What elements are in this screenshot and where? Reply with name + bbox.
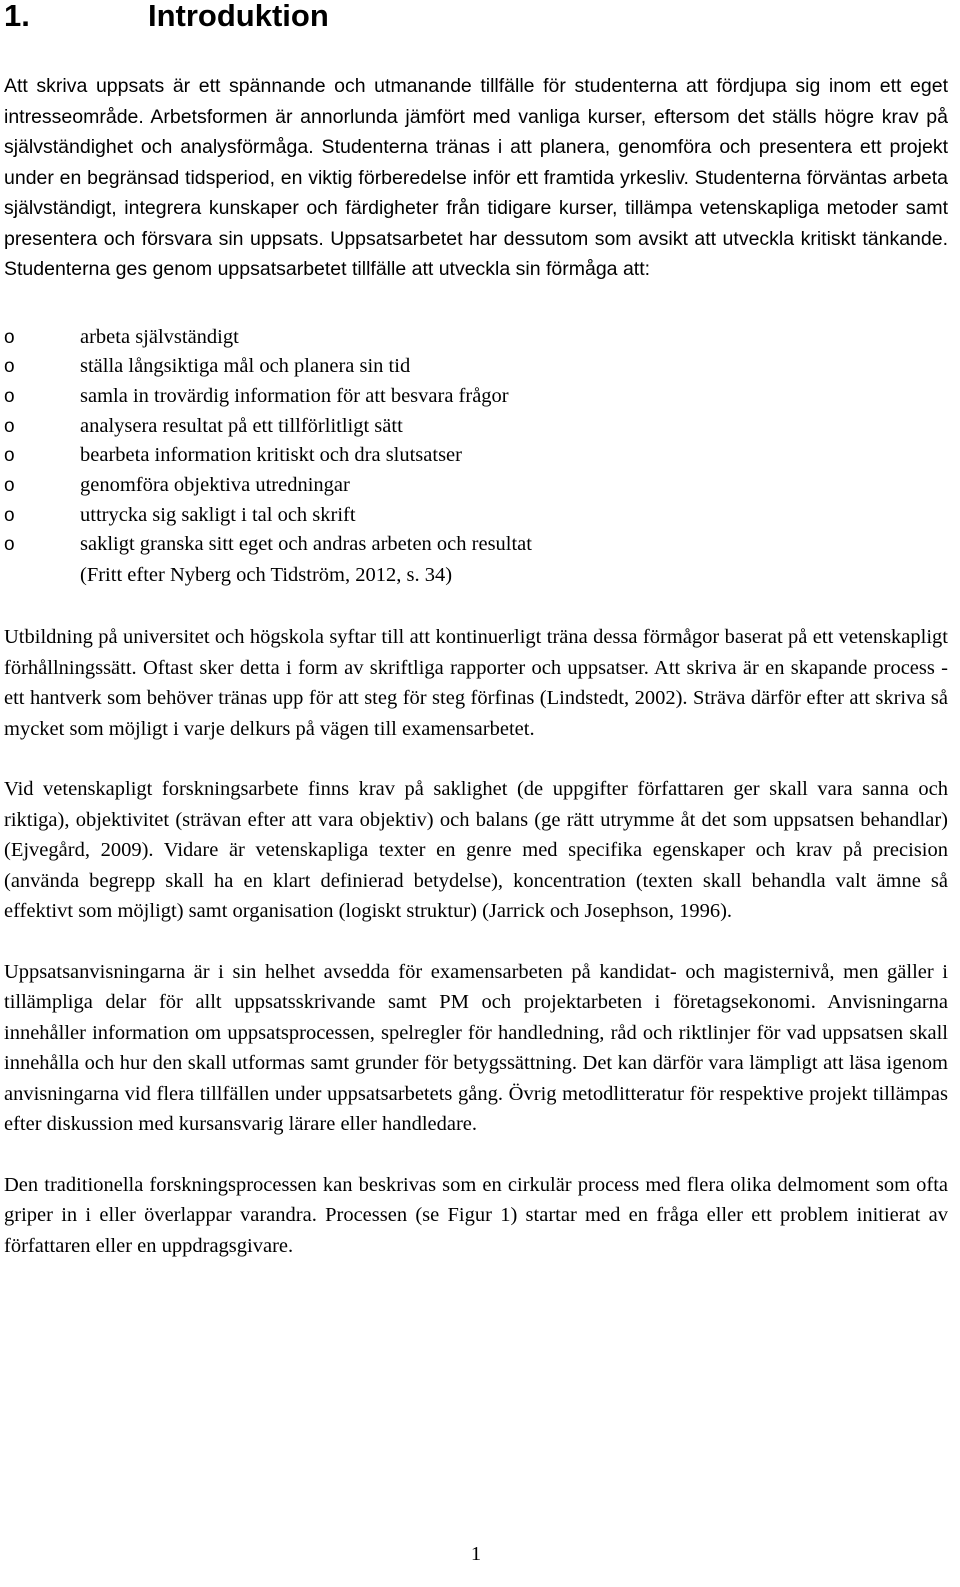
- paragraph-scientific-requirements: Vid vetenskapligt forskningsarbete finns krav på saklighet (de uppgifter författaren ger skall vara sanna och riktiga), objektivitet (strävan efter att vara objektiv) och balans (ge rätt utrymme åt det som uppsatsen behandlar) (Ejvegård, 2009). Vidare är vetenskapliga texter en genre med specifika egenskaper och krav på precision (använda begrepp skall ha en klart definierad betydelse), koncentration (texten skall behandla valt ämne så effektivt som möjligt) samt organisation (logiskt struktur) (Jarrick och Josephson, 1996).: [4, 778, 948, 922]
- bullet-marker: o: [4, 326, 15, 348]
- list-item: o sakligt granska sitt eget och andras arbeten och resultat: [4, 530, 948, 560]
- bullet-marker: o: [4, 415, 15, 437]
- list-citation: (Fritt efter Nyberg och Tidström, 2012, s. 34): [80, 564, 453, 586]
- bullet-marker: o: [4, 504, 15, 526]
- list-item: o samla in trovärdig information för att besvara frågor: [4, 382, 948, 412]
- ability-list: [4, 323, 948, 561]
- paragraph-guidelines: Uppsatsanvisningarna är i sin helhet avsedda för examensarbeten på kandidat- och magisternivå, men gäller i tillämpliga delar för allt uppsatsskrivande samt PM och projektarbeten i företagsekonomi. Anvisningarna innehåller information om uppsatsprocessen, spelregler för handledning, råd och riktlinjer för vad uppsatsen skall innehålla och hur den skall utformas samt grunder för betygssättning. Det kan därför vara lämpligt att läsa igenom anvisningarna vid flera tillfällen under uppsatsarbetets gång. Övrig metodlitteratur för respektive projekt tillämpas efter diskussion med kursansvarig lärare eller handledare.: [4, 960, 948, 1135]
- bullet-marker: o: [4, 385, 15, 407]
- intro-paragraph: Att skriva uppsats är ett spännande och utmanande tillfälle för studenterna att fördjupa sig inom ett eget intresseområde. Arbetsformen är annorlunda jämfört med vanliga kurser, eftersom det ställs högre krav på självständighet och analysförmåga. Studenterna tränas i att planera, genomföra och presentera ett projekt under en begränsad tidsperiod, en viktig förberedelse inför ett framtida yrkesliv. Studenterna förväntas arbeta självständigt, integrera kunskaper och färdigheter från tidigare kurser, tillämpa vetenskapliga metoder samt presentera och försvara sin uppsats. Uppsatsarbetet har dessutom som avsikt att utveckla kritiskt tänkande. Studenterna ges genom uppsatsarbetet tillfälle att utveckla sin förmåga att:: [4, 75, 948, 280]
- bullet-marker: o: [4, 356, 15, 378]
- list-item: o ställa långsiktiga mål och planera sin tid: [4, 352, 948, 382]
- document-page: [4, 0, 948, 1261]
- bullet-marker: o: [4, 445, 15, 467]
- section-number: 1.: [4, 0, 30, 33]
- list-item: o bearbeta information kritiskt och dra slutsatser: [4, 441, 948, 471]
- section-title: Introduktion: [148, 0, 329, 33]
- bullet-marker: o: [4, 534, 15, 556]
- list-item: o uttrycka sig sakligt i tal och skrift: [4, 501, 948, 531]
- list-item: o genomföra objektiva utredningar: [4, 471, 948, 501]
- bullet-marker: o: [4, 474, 15, 496]
- list-item: o arbeta självständigt: [4, 323, 948, 353]
- list-item: o analysera resultat på ett tillförlitligt sätt: [4, 412, 948, 442]
- paragraph-research-process: Den traditionella forskningsprocessen kan beskrivas som en cirkulär process med flera olika delmoment som ofta griper in i eller överlappar varandra. Processen (se Figur 1) startar med en fråga eller ett problem initierat av författaren eller en uppdragsgivare.: [4, 1173, 948, 1257]
- paragraph-education: Utbildning på universitet och högskola syftar till att kontinuerligt träna dessa förmågor baserat på ett vetenskapligt förhållningssätt. Oftast sker detta i form av skriftliga rapporter och uppsatser. Att skriva är en skapande process - ett hantverk som behöver tränas upp för att steg för steg förfinas (Lindstedt, 2002). Sträva därför efter att skriva så mycket som möjligt i varje delkurs på vägen till examensarbetet.: [4, 626, 948, 740]
- section-heading: [4, 0, 948, 31]
- page-number: 1: [470, 1543, 482, 1565]
